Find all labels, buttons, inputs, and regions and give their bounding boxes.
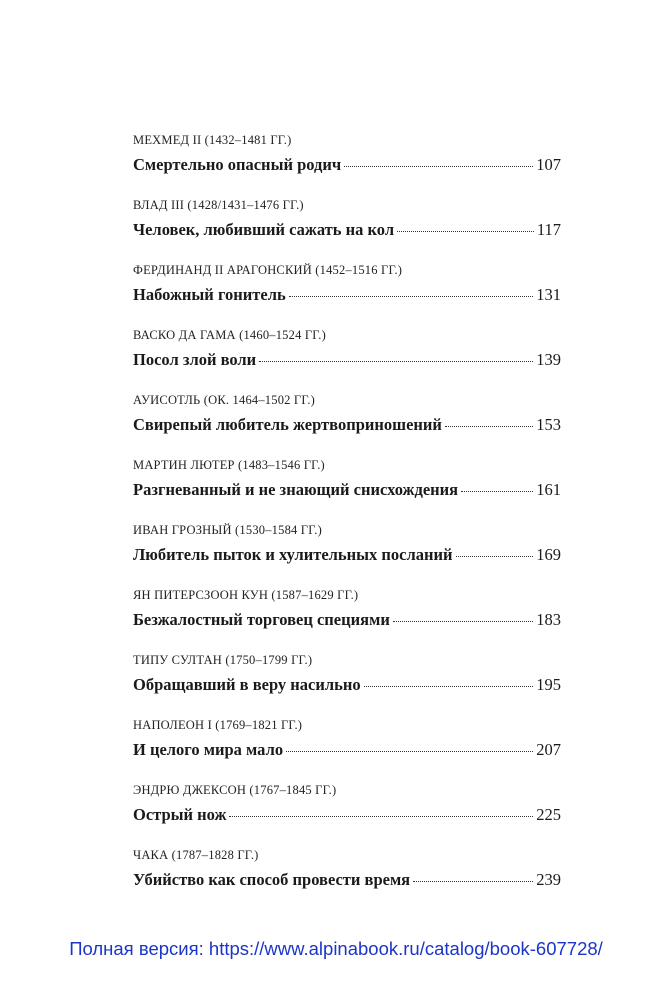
toc-entry[interactable] bbox=[133, 522, 561, 585]
page-number: 117 bbox=[536, 220, 561, 239]
chapter-line[interactable] bbox=[133, 415, 561, 435]
page-number: 195 bbox=[536, 675, 561, 694]
page-number: 131 bbox=[536, 285, 561, 304]
chapter-line[interactable] bbox=[133, 740, 561, 760]
chapter-title: Посол злой воли bbox=[133, 350, 257, 369]
dot-leader bbox=[364, 686, 534, 687]
chapter-line[interactable] bbox=[133, 480, 561, 500]
toc-entry[interactable] bbox=[133, 262, 561, 325]
chapter-title: Свирепый любитель жертвоприношений bbox=[133, 415, 442, 434]
chapter-title: Смертельно опасный родич bbox=[133, 155, 342, 174]
ruler-name: ВАСКО ДА ГАМА (1460–1524 ГГ.) bbox=[133, 328, 326, 342]
toc-entry[interactable] bbox=[133, 717, 561, 780]
chapter-title: Любитель пыток и хулительных посланий bbox=[133, 545, 453, 564]
chapter-title: Убийство как способ провести время bbox=[133, 870, 411, 889]
ruler-name: ЯН ПИТЕРСЗООН КУН (1587–1629 ГГ.) bbox=[133, 588, 359, 602]
dot-leader bbox=[344, 166, 533, 167]
dot-leader bbox=[413, 881, 533, 882]
full-version-link[interactable]: Полная версия: https://www.alpinabook.ru/catalog/book-607728/ bbox=[69, 938, 603, 959]
chapter-line[interactable] bbox=[133, 220, 561, 240]
chapter-line[interactable] bbox=[133, 285, 561, 305]
ruler-name: ТИПУ СУЛТАН (1750–1799 ГГ.) bbox=[133, 653, 313, 667]
chapter-line[interactable] bbox=[133, 870, 561, 890]
dot-leader bbox=[456, 556, 534, 557]
page-number: 239 bbox=[536, 870, 561, 889]
page-number: 183 bbox=[536, 610, 561, 629]
page-number: 107 bbox=[536, 155, 561, 174]
chapter-title: Обращавший в веру насильно bbox=[133, 675, 361, 694]
ruler-name: МАРТИН ЛЮТЕР (1483–1546 ГГ.) bbox=[133, 458, 325, 472]
ruler-name: МЕХМЕД II (1432–1481 ГГ.) bbox=[133, 133, 292, 147]
chapter-line[interactable] bbox=[133, 610, 561, 630]
chapter-line[interactable] bbox=[133, 545, 561, 565]
page-number: 153 bbox=[536, 415, 561, 434]
toc-entry[interactable] bbox=[133, 132, 561, 195]
ruler-name: АУИСОТЛЬ (ОК. 1464–1502 ГГ.) bbox=[133, 393, 316, 407]
chapter-title: Безжалостный торговец специями bbox=[133, 610, 390, 629]
toc-entry[interactable] bbox=[133, 847, 561, 910]
chapter-title: Острый нож bbox=[133, 805, 227, 824]
toc-entry[interactable] bbox=[133, 392, 561, 455]
chapter-line[interactable] bbox=[133, 155, 561, 175]
toc-entry[interactable] bbox=[133, 652, 561, 715]
ruler-name: ВЛАД III (1428/1431–1476 ГГ.) bbox=[133, 198, 304, 212]
table-of-contents bbox=[133, 130, 561, 910]
chapter-title: Человек, любивший сажать на кол bbox=[133, 220, 395, 239]
page-number: 139 bbox=[536, 350, 561, 369]
page-number: 207 bbox=[536, 740, 561, 759]
ruler-name: ЧАКА (1787–1828 ГГ.) bbox=[133, 848, 259, 862]
chapter-line[interactable] bbox=[133, 805, 561, 825]
dot-leader bbox=[259, 361, 533, 362]
ruler-name: ЭНДРЮ ДЖЕКСОН (1767–1845 ГГ.) bbox=[133, 783, 337, 797]
dot-leader bbox=[229, 816, 533, 817]
chapter-title: Набожный гонитель bbox=[133, 285, 286, 304]
ruler-name: ИВАН ГРОЗНЫЙ (1530–1584 ГГ.) bbox=[133, 523, 322, 537]
dot-leader bbox=[289, 296, 534, 297]
toc-entry[interactable] bbox=[133, 457, 561, 520]
page-number: 161 bbox=[536, 480, 561, 499]
dot-leader bbox=[286, 751, 533, 752]
page-number: 169 bbox=[536, 545, 561, 564]
ruler-name: ФЕРДИНАНД II АРАГОНСКИЙ (1452–1516 ГГ.) bbox=[133, 263, 403, 277]
ruler-name: НАПОЛЕОН I (1769–1821 ГГ.) bbox=[133, 718, 303, 732]
chapter-title: Разгневанный и не знающий снисхождения bbox=[133, 480, 459, 499]
dot-leader bbox=[461, 491, 533, 492]
toc-entry[interactable] bbox=[133, 197, 561, 260]
toc-entry[interactable] bbox=[133, 782, 561, 845]
dot-leader bbox=[393, 621, 533, 622]
page-number: 225 bbox=[536, 805, 561, 824]
dot-leader bbox=[445, 426, 533, 427]
chapter-title: И целого мира мало bbox=[133, 740, 284, 759]
toc-entry[interactable] bbox=[133, 327, 561, 390]
chapter-line[interactable] bbox=[133, 675, 561, 695]
toc-entry[interactable] bbox=[133, 587, 561, 650]
dot-leader bbox=[397, 231, 534, 232]
chapter-line[interactable] bbox=[133, 350, 561, 370]
